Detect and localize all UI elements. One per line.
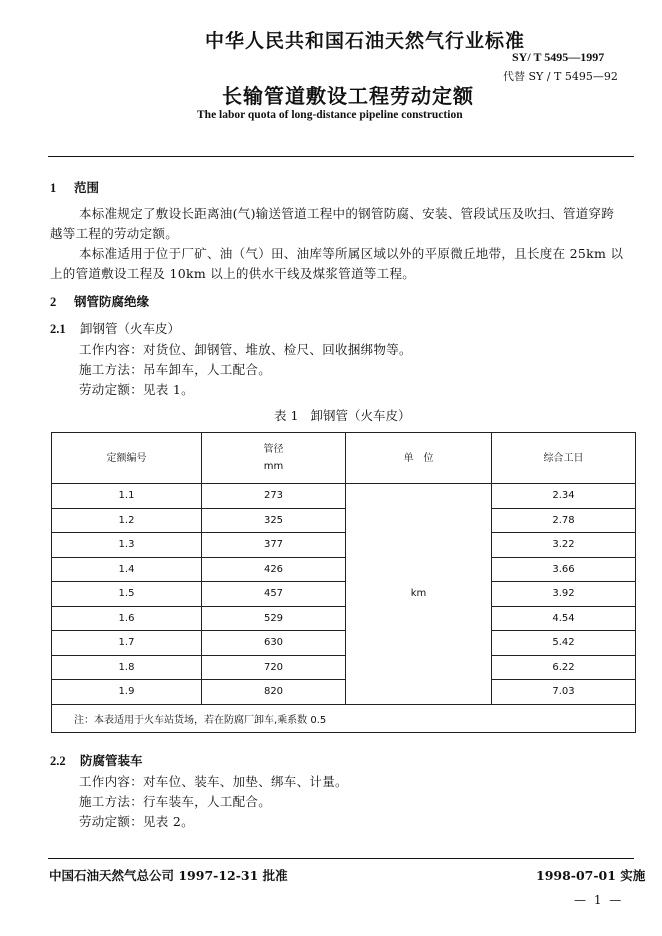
section-number: 2.2 xyxy=(50,754,66,768)
quota-id-cell: 1.7 xyxy=(52,631,202,656)
table-header-row xyxy=(52,433,636,484)
workdays-cell: 3.92 xyxy=(492,582,636,607)
section-title: 钢管防腐绝缘 xyxy=(74,294,150,309)
section-2-heading xyxy=(50,292,149,310)
workdays-cell: 3.22 xyxy=(492,533,636,558)
table-row xyxy=(52,655,636,680)
table-row xyxy=(52,582,636,607)
table-number: 表 1 xyxy=(274,408,299,423)
quota-id-cell: 1.4 xyxy=(52,557,202,582)
diameter-cell: 273 xyxy=(202,484,346,509)
diameter-cell: 325 xyxy=(202,508,346,533)
quota-id-cell: 1.3 xyxy=(52,533,202,558)
workdays-cell: 6.22 xyxy=(492,655,636,680)
section-number: 1 xyxy=(50,181,57,195)
labor-quota-2-1: 劳动定额：见表 1。 xyxy=(79,382,194,397)
quota-table-1 xyxy=(51,432,636,733)
table-title: 卸钢管（火车皮） xyxy=(310,408,411,423)
header-diameter-unit: mm xyxy=(263,461,284,472)
standard-category-title: 中华人民共和国石油天然气行业标准 xyxy=(205,30,526,52)
header-total-workdays: 综合工日 xyxy=(492,433,636,484)
construction-method-2-2: 施工方法：行车装车，人工配合。 xyxy=(79,794,272,809)
table-row xyxy=(52,631,636,656)
workdays-cell: 4.54 xyxy=(492,606,636,631)
diameter-cell: 630 xyxy=(202,631,346,656)
document-title: 长输管道敷设工程劳动定额 xyxy=(222,84,474,108)
table-row xyxy=(52,606,636,631)
diameter-cell: 457 xyxy=(202,582,346,607)
quota-id-cell: 1.6 xyxy=(52,606,202,631)
replaces-standard: 代替 SY / T 5495—92 xyxy=(503,70,618,83)
table-row xyxy=(52,557,636,582)
section-2-2-heading xyxy=(50,751,143,769)
workdays-cell: 3.66 xyxy=(492,557,636,582)
table-row xyxy=(52,484,636,509)
workdays-cell: 5.42 xyxy=(492,631,636,656)
footer-divider xyxy=(48,858,634,859)
standard-code: SY/ T 5495—1997 xyxy=(512,50,605,64)
section-1-heading xyxy=(50,178,99,196)
scope-paragraph-1-line-1: 本标准规定了敷设长距离油(气)输送管道工程中的钢管防腐、安装、管段试压及吹扫、管道穿跨 xyxy=(79,206,615,221)
quota-id-cell: 1.8 xyxy=(52,655,202,680)
effective-date: 1998-07-01 实施 xyxy=(536,868,646,883)
work-content-2-2: 工作内容：对车位、装车、加垫、绑车、计量。 xyxy=(79,774,348,789)
workdays-cell: 2.78 xyxy=(492,508,636,533)
workdays-cell: 2.34 xyxy=(492,484,636,509)
approval-info: 中国石油天然气总公司 1997-12-31 批准 xyxy=(49,868,288,883)
diameter-cell: 820 xyxy=(202,680,346,705)
section-title: 范围 xyxy=(74,180,100,195)
construction-method-2-1: 施工方法：吊车卸车，人工配合。 xyxy=(79,362,272,377)
section-2-1-heading xyxy=(50,319,180,337)
quota-id-cell: 1.9 xyxy=(52,680,202,705)
table-row xyxy=(52,508,636,533)
diameter-cell: 377 xyxy=(202,533,346,558)
table-row xyxy=(52,533,636,558)
table-note: 注：本表适用于火车站货场，若在防腐厂卸车,乘系数 0.5 xyxy=(52,704,636,732)
section-number: 2.1 xyxy=(50,322,66,336)
diameter-cell: 720 xyxy=(202,655,346,680)
table-note-row xyxy=(52,704,636,732)
section-number: 2 xyxy=(50,295,57,309)
header-unit: 单 位 xyxy=(346,433,492,484)
section-title: 防腐管装车 xyxy=(80,753,143,768)
header-pipe-diameter xyxy=(202,433,346,484)
scope-paragraph-1-line-2: 越等工程的劳动定额。 xyxy=(50,226,179,241)
scope-paragraph-2-line-1: 本标准适用于位于厂矿、油（气）田、油库等所属区域以外的平原微丘地带，且长度在 25km 以 xyxy=(79,246,624,261)
header-diameter-label: 管径 xyxy=(263,444,284,455)
work-content-2-1: 工作内容：对货位、卸钢管、堆放、检尺、回收捆绑物等。 xyxy=(79,342,412,357)
scope-paragraph-2-line-2: 上的管道敷设工程及 10km 以上的供水干线及煤浆管道等工程。 xyxy=(50,266,416,281)
labor-quota-2-2: 劳动定额：见表 2。 xyxy=(79,814,194,829)
diameter-cell: 426 xyxy=(202,557,346,582)
workdays-cell: 7.03 xyxy=(492,680,636,705)
table-row xyxy=(52,680,636,705)
section-title: 卸钢管（火车皮） xyxy=(80,321,181,336)
unit-cell: km xyxy=(346,484,492,705)
header-quota-id: 定额编号 xyxy=(52,433,202,484)
header-divider xyxy=(48,156,634,157)
page-number: — 1 — xyxy=(574,893,624,907)
table-1-caption xyxy=(274,406,422,424)
document-title-english: The labor quota of long-distance pipeline construction xyxy=(197,109,463,121)
quota-id-cell: 1.2 xyxy=(52,508,202,533)
diameter-cell: 529 xyxy=(202,606,346,631)
quota-id-cell: 1.5 xyxy=(52,582,202,607)
quota-id-cell: 1.1 xyxy=(52,484,202,509)
